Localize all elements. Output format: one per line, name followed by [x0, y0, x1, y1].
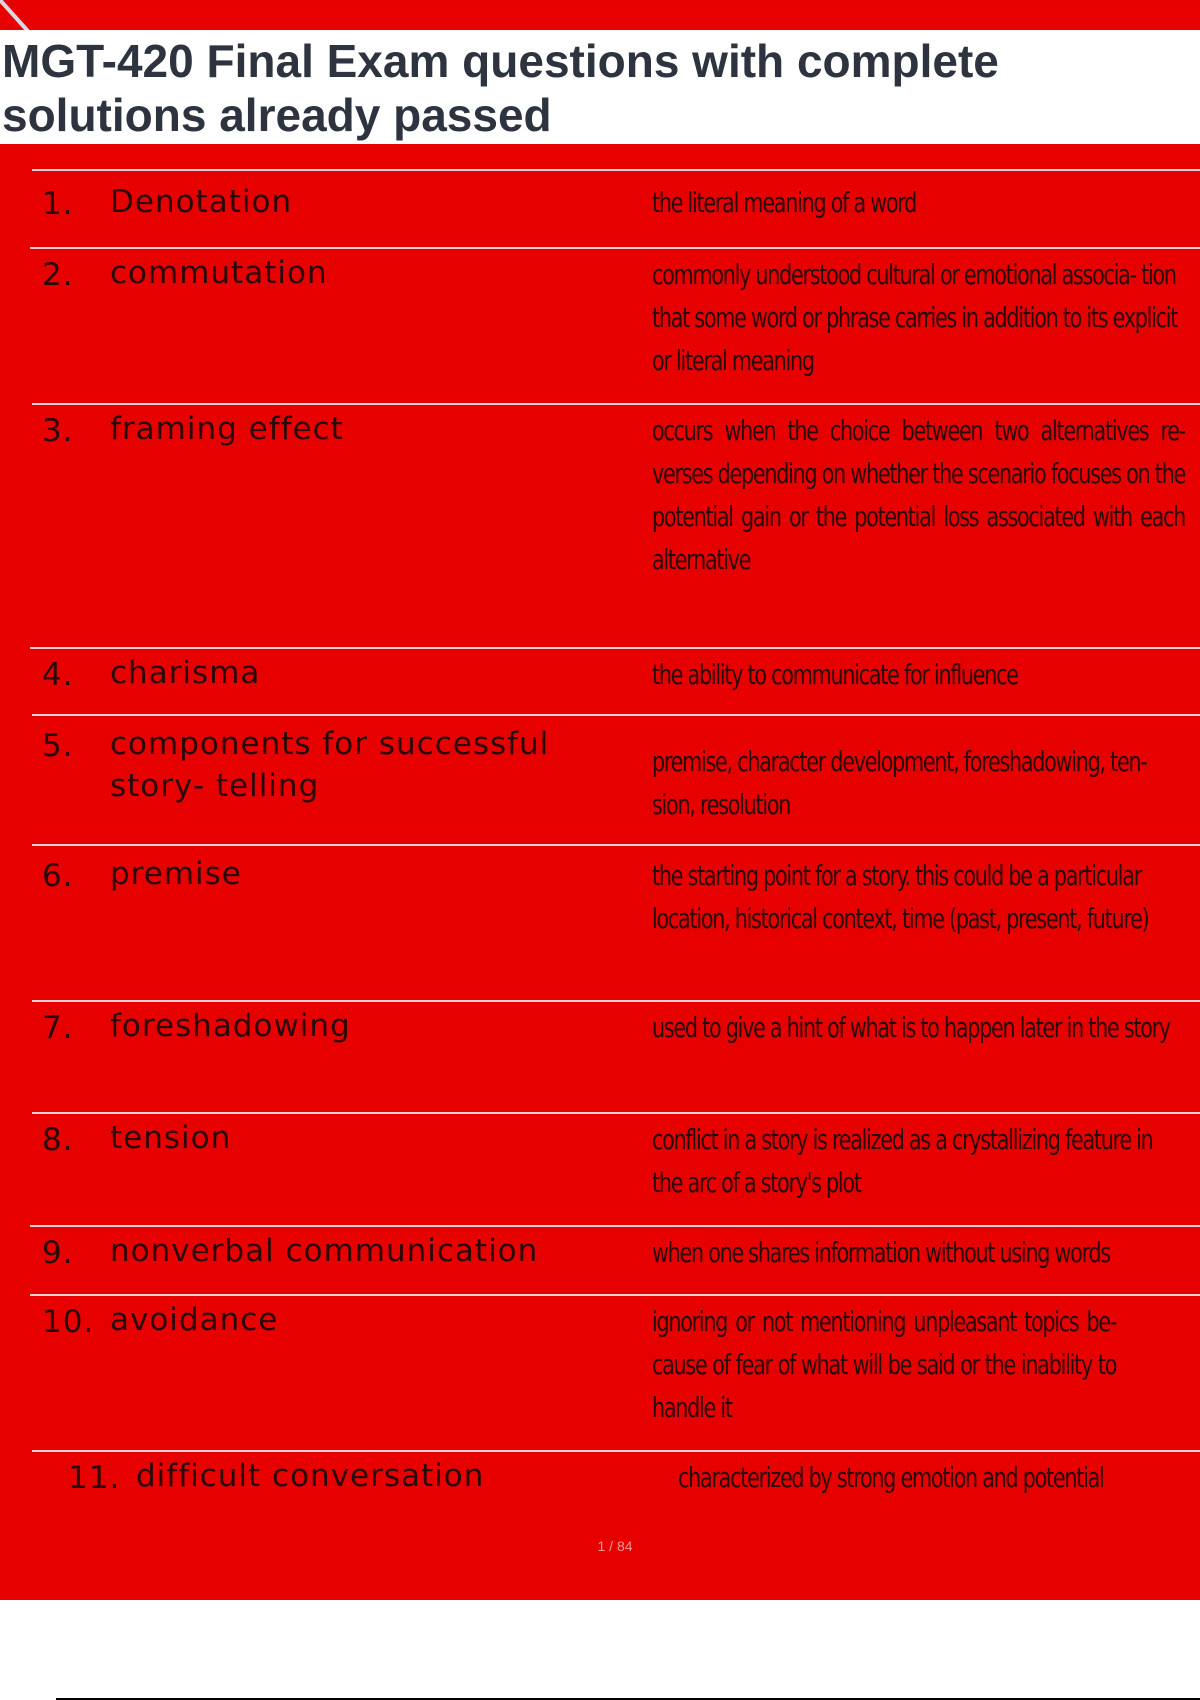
- term-number: 10.: [42, 1304, 95, 1340]
- term-name: charisma: [110, 655, 261, 691]
- term-number: 8.: [42, 1122, 74, 1158]
- term-row-11: [32, 1450, 1200, 1512]
- term-definition: occurs when the choice between two alternatives re- verses depending on whether the scenario focuses on the potential gain or the potential loss associated with each alternative: [652, 414, 1185, 576]
- term-definition: the ability to communicate for influence: [652, 658, 1018, 691]
- term-definition: premise, character development, foreshadowing, ten- sion, resolution: [652, 745, 1147, 821]
- term-definition: used to give a hint of what is to happen later in the story: [652, 1011, 1170, 1044]
- term-name: avoidance: [110, 1302, 279, 1338]
- term-name: difficult conversation: [136, 1458, 485, 1494]
- term-name: framing effect: [110, 411, 344, 447]
- term-name: Denotation: [110, 184, 293, 220]
- top-red-band: [0, 0, 1200, 30]
- term-name: commutation: [110, 255, 328, 291]
- term-definition: commonly understood cultural or emotional associa- tion that some word or phrase carries in addition to its explicit or literal meaning: [652, 258, 1178, 377]
- term-row-6: [32, 844, 1200, 988]
- term-definition: conflict in a story is realized as a crystallizing feature in the arc of a story's plot: [652, 1123, 1153, 1199]
- term-name: premise: [110, 856, 242, 892]
- term-definition: ignoring or not mentioning unpleasant topics be- cause of fear of what will be said or the inability to handle it: [652, 1305, 1117, 1424]
- term-number: 2.: [42, 257, 74, 293]
- term-number: 7.: [42, 1010, 74, 1046]
- term-row-2: [30, 247, 1200, 391]
- term-definition: the starting point for a story. this could be a particular location, historical context, time (past, present, future): [652, 859, 1149, 935]
- term-number: 5.: [42, 728, 74, 764]
- term-row-3: [32, 403, 1200, 629]
- term-row-5: [32, 714, 1200, 836]
- term-name: foreshadowing: [110, 1008, 351, 1044]
- term-number: 4.: [42, 657, 74, 693]
- term-definition: characterized by strong emotion and potential: [678, 1461, 1104, 1494]
- term-row-8: [32, 1112, 1200, 1214]
- term-row-7: [32, 1000, 1200, 1102]
- document-title: MGT-420 Final Exam questions with complete solutions already passed: [2, 35, 999, 141]
- term-number: 3.: [42, 413, 74, 449]
- term-name: tension: [110, 1120, 232, 1156]
- term-row-1: [32, 169, 1200, 243]
- term-definition: the literal meaning of a word: [652, 186, 917, 219]
- page-indicator: 1 / 84: [597, 1538, 633, 1554]
- term-row-9: [30, 1225, 1200, 1289]
- term-row-10: [30, 1294, 1200, 1436]
- term-row-4: [30, 647, 1200, 711]
- term-number: 9.: [42, 1235, 74, 1271]
- terms-panel: [0, 144, 1200, 1600]
- term-number: 1.: [42, 186, 74, 222]
- term-number: 11.: [68, 1460, 121, 1496]
- term-name: nonverbal communication: [110, 1233, 539, 1269]
- term-definition: when one shares information without using words: [652, 1236, 1110, 1269]
- term-name: components for successful story- telling: [110, 726, 550, 804]
- term-number: 6.: [42, 858, 74, 894]
